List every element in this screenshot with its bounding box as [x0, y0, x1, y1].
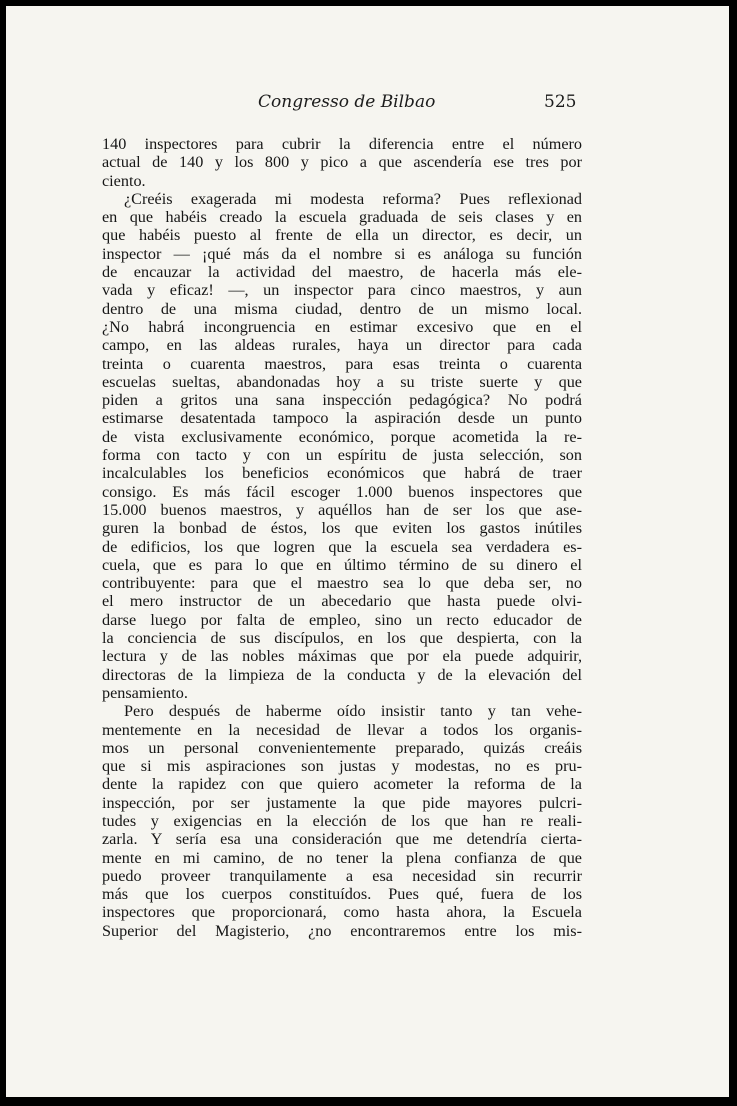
text-line: pensamiento. [102, 683, 188, 702]
text-line: darse luego por falta de empleo, sino un recto educador de [102, 610, 582, 629]
text-line: dente la rapidez con que quiero acometer la reforma de la [102, 775, 582, 794]
text-line: Superior del Magisterio, ¿no encontraremos entre los mis- [102, 921, 582, 940]
text-line: treinta o cuarenta maestros, para esas treinta o cuarenta [102, 354, 582, 373]
text-line: tudes y exigencias en la elección de los que han re reali- [102, 811, 582, 830]
text-line: puedo proveer tranquilamente a esa necesidad sin recurrir [102, 866, 582, 885]
text-line: el mero instructor de un abecedario que hasta puede olvi- [102, 592, 582, 611]
text-line: incalculables los beneficios económicos que habrá de traer [102, 464, 582, 483]
text-line: 15.000 buenos maestros, y aquéllos han de ser los que ase- [102, 500, 582, 519]
text-line: zarla. Y sería esa una consideración que me detendría cierta- [102, 830, 582, 849]
text-line: escuelas sueltas, abandonadas hoy a su triste suerte y que [102, 372, 582, 391]
text-line: inspector — ¡qué más da el nombre si es análoga su función [102, 244, 582, 263]
text-line: lectura y de las nobles máximas que por ela puede adquirir, [102, 647, 582, 666]
body-text [102, 135, 582, 940]
text-line: de edificios, los que logren que la escuela sea verdadera es- [102, 537, 582, 556]
text-line: dentro de una misma ciudad, dentro de un mismo local. [102, 299, 582, 318]
text-line: que habéis puesto al frente de ella un director, es decir, un [102, 226, 582, 245]
page-number: 525 [544, 92, 577, 112]
text-line: consigo. Es más fácil escoger 1.000 buenos inspectores que [102, 482, 582, 501]
text-line: más que los cuerpos constituídos. Pues qué, fuera de los [102, 885, 582, 904]
text-line: actual de 140 y los 800 y pico a que ascendería ese tres por [102, 153, 582, 172]
text-line: inspección, por ser justamente la que pide mayores pulcri- [102, 793, 582, 812]
text-line: mentemente en la necesidad de llevar a todos los organis- [102, 720, 582, 739]
text-line: forma con tacto y con un espíritu de justa selección, son [102, 446, 582, 465]
text-line: de vista exclusivamente económico, porque acometida la re- [102, 427, 582, 446]
text-line: inspectores que proporcionará, como hasta ahora, la Escuela [102, 903, 582, 922]
text-line: cuela, que es para lo que en último término de su dinero el [102, 555, 582, 574]
text-line: mos un personal convenientemente preparado, quizás creáis [102, 738, 582, 757]
text-line: campo, en las aldeas rurales, haya un director para cada [102, 336, 582, 355]
text-line: contribuyente: para que el maestro sea lo que deba ser, no [102, 574, 582, 593]
page-header [6, 92, 729, 116]
book-page [6, 6, 729, 1097]
text-line: ciento. [102, 171, 146, 190]
text-line: estimarse desatentada tampoco la aspiración desde un punto [102, 409, 582, 428]
paragraph-start-line: ¿Creéis exagerada mi modesta reforma? Pues reflexionad [124, 189, 582, 208]
text-line: 140 inspectores para cubrir la diferencia entre el número [102, 135, 582, 153]
text-line: ¿No habrá incongruencia en estimar excesivo que en el [102, 317, 582, 336]
text-line: directoras de la limpieza de la conducta y de la elevación del [102, 665, 582, 684]
text-line: la conciencia de sus discípulos, en los que despierta, con la [102, 629, 582, 648]
text-line: guren la bonbad de éstos, los que eviten los gastos inútiles [102, 519, 582, 538]
paragraph-start-line: Pero después de haberme oído insistir tanto y tan vehe- [124, 702, 582, 721]
text-line: mente en mi camino, de no tener la plena confianza de que [102, 848, 582, 867]
text-line: de encauzar la actividad del maestro, de hacerla más ele- [102, 263, 582, 282]
text-line: vada y eficaz! —, un inspector para cinco maestros, y aun [102, 281, 582, 300]
text-line: que si mis aspiraciones son justas y modestas, no es pru- [102, 757, 582, 776]
text-line: en que habéis creado la escuela graduada de seis clases y en [102, 208, 582, 227]
text-line: piden a gritos una sana inspección pedagógica? No podrá [102, 391, 582, 410]
running-title: Congresso de Bilbao [258, 92, 436, 112]
